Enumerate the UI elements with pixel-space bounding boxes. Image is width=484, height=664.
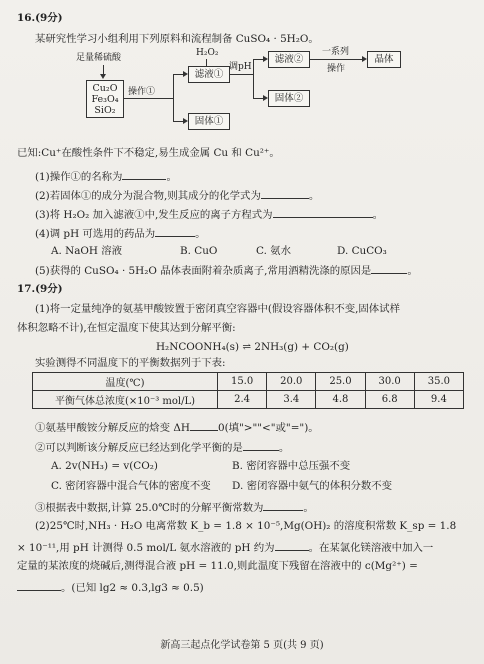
period: 。	[303, 502, 314, 514]
adjust-ph-label: 调pH	[229, 62, 252, 72]
q17-p1a: (1)将一定量纯净的氨基甲酸铵置于密闭真空容器中(假设容器体积不变,固体试样	[35, 303, 400, 315]
q17-s1-text: ①氨基甲酸铵分解反应的焓变 ΔH	[35, 422, 190, 434]
period: 。	[278, 442, 290, 454]
series-line	[309, 59, 364, 60]
q17-s2-option-c: C. 密闭容器中混合气体的密度不变	[51, 480, 211, 492]
q17-s1-tail: 0(填">""<"或"=")。	[217, 422, 319, 434]
op1-label: 操作①	[128, 87, 156, 97]
q17-s3-text: ③根据表中数据,计算 25.0℃时的分解平衡常数为	[35, 502, 264, 514]
q17-s2-option-a: A. 2v(NH₃) = v(CO₂)	[51, 460, 158, 472]
q16-4-option-d: D. CuCO₃	[337, 245, 387, 257]
q17-s3	[35, 500, 314, 515]
q16-intro: 某研究性学习小组利用下列原料和流程制备 CuSO₄ · 5H₂O。	[35, 33, 319, 45]
answer-blank	[275, 540, 309, 551]
q17-header: 17.(9分)	[17, 283, 63, 295]
table-cell: 9.4	[414, 391, 463, 409]
answer-blank	[263, 500, 303, 511]
raw-fe3o4: Fe₃O₄	[91, 93, 119, 105]
raw-cu2o: Cu₂O	[92, 82, 118, 94]
q16-2-text: (2)若固体①的成分为混合物,则其成分的化学式为	[35, 190, 261, 202]
q17-p2d-tail: 。(已知 lg2 ≈ 0.3,lg3 ≈ 0.5)	[61, 582, 204, 594]
q16-4	[35, 226, 206, 241]
q17-p2b	[17, 540, 433, 555]
q16-1-text: (1)操作①的名称为	[35, 171, 123, 183]
answer-blank	[243, 440, 279, 451]
period: 。	[166, 171, 177, 183]
period: 。	[407, 265, 418, 277]
table-cell: 15.0	[218, 373, 267, 391]
q16-5	[35, 263, 418, 278]
q16-3	[35, 207, 383, 222]
solid1-box: 固体①	[188, 113, 230, 130]
solid2-box: 固体②	[268, 90, 310, 107]
q16-4-option-a: A. NaOH 溶液	[51, 245, 123, 257]
table-cell: 3.4	[267, 391, 316, 409]
answer-blank	[371, 263, 407, 274]
equilibrium-table	[32, 372, 464, 409]
op1-split-line	[173, 74, 174, 122]
raw-material-box	[86, 80, 124, 118]
q17-s2-text: ②可以判断该分解反应已经达到化学平衡的是	[35, 442, 243, 454]
table-header-temp: 温度(℃)	[33, 373, 218, 391]
table-cell: 6.8	[365, 391, 414, 409]
answer-blank	[190, 420, 218, 431]
q16-1	[35, 169, 177, 184]
answer-blank	[155, 226, 195, 237]
h2o2-label: H₂O₂	[196, 48, 219, 58]
q17-s2	[35, 440, 289, 455]
table-cell: 2.4	[218, 391, 267, 409]
q16-header: 16.(9分)	[17, 12, 63, 24]
q17-table-intro: 实验测得不同温度下的平衡数据列于下表:	[35, 357, 226, 369]
ph-split-line	[253, 59, 254, 98]
q17-p2b-tail: 。在某氯化镁溶液中加入一	[308, 542, 434, 554]
q17-equation: H₂NCOONH₄(s) ⇌ 2NH₃(g) + CO₂(g)	[156, 341, 349, 353]
series-label: 一系列	[322, 47, 350, 57]
q17-s1	[35, 420, 319, 435]
q17-p2a: (2)25℃时,NH₃ · H₂O 电离常数 K_b = 1.8 × 10⁻⁵,Mg(OH)₂ 的溶度积常数 K_sp = 1.8	[35, 520, 457, 532]
q16-5-text: (5)获得的 CuSO₄ · 5H₂O 晶体表面附着杂质离子,常用酒精洗涤的原因是	[35, 265, 372, 277]
q16-2	[35, 188, 319, 203]
answer-blank	[261, 188, 309, 199]
op1-line	[123, 98, 173, 99]
table-row	[33, 373, 464, 391]
operation-label: 操作	[327, 64, 346, 74]
q16-known: 已知:Cu⁺在酸性条件下不稳定,易生成金属 Cu 和 Cu²⁺。	[17, 147, 280, 159]
table-cell: 35.0	[414, 373, 463, 391]
table-cell: 25.0	[316, 373, 365, 391]
h2o2-line	[206, 59, 207, 66]
table-cell: 30.0	[365, 373, 414, 391]
answer-blank	[122, 169, 166, 180]
period: 。	[308, 190, 320, 202]
answer-blank	[273, 207, 373, 218]
filtrate2-box: 滤液②	[268, 51, 310, 68]
q17-s2-option-d: D. 密闭容器中氨气的体积分数不变	[232, 480, 393, 492]
page-footer: 新高三起点化学试卷第 5 页(共 9 页)	[160, 640, 324, 651]
table-cell: 20.0	[267, 373, 316, 391]
raw-sio2: SiO₂	[94, 104, 116, 116]
q17-p2b-text: × 10⁻¹¹,用 pH 计测得 0.5 mol/L 氨水溶液的 pH 约为	[17, 542, 275, 554]
filtrate1-box: 滤液①	[188, 66, 230, 83]
table-cell: 4.8	[316, 391, 365, 409]
answer-blank	[17, 580, 61, 591]
q16-3-text: (3)将 H₂O₂ 加入滤液①中,发生反应的离子方程式为	[35, 209, 273, 221]
q17-s2-option-b: B. 密闭容器中总压强不变	[232, 460, 351, 472]
period: 。	[372, 209, 383, 221]
q17-p2c: 定量的某浓度的烧碱后,测得混合液 pH = 11.0,则此温度下残留在溶液中的 c(Mg²⁺) =	[17, 560, 418, 572]
table-header-conc: 平衡气体总浓度(×10⁻³ mol/L)	[33, 391, 218, 409]
reagent-arrow	[100, 74, 106, 79]
q17-p1b: 体积忽略不计),在恒定温度下使其达到分解平衡:	[17, 322, 236, 334]
q17-p2d	[17, 580, 204, 595]
reagent-top-label: 足量稀硫酸	[76, 53, 122, 63]
adjust-ph-line	[229, 74, 253, 75]
q16-4-option-b: B. CuO	[180, 245, 218, 257]
crystal-box: 晶体	[367, 51, 401, 68]
period: 。	[195, 228, 206, 240]
q16-4-text: (4)调 pH 可选用的药品为	[35, 228, 156, 240]
q16-4-option-c: C. 氨水	[256, 245, 291, 257]
table-row	[33, 391, 464, 409]
